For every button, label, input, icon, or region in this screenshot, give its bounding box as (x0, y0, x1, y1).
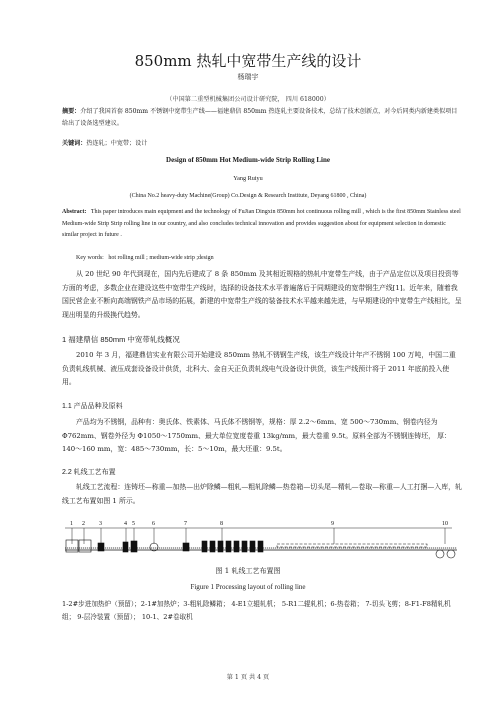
fig-label-4: 4 (124, 521, 127, 527)
section-1-heading: 1 福建鼎信 850mm 中宽带轧线概况 (62, 335, 180, 344)
fig-label-9: 9 (331, 521, 334, 527)
abstract-en (62, 207, 462, 242)
abstract-en-text: This paper introduces main equipment and the technology of FuJian Dingxin 850mm hot continuous rolling mill , which is the first 850mm Stainless steel Medium-wide Strip Strip rolling line in our country, and also concludes technical innovation and provides suggestion about for equipment selection in domestic similar project in future . (62, 209, 461, 238)
section-1-1-paragraph: 产品均为不锈钢，品种有：奥氏体、铁素体、马氏体不锈钢等，规格：厚 2.2～6mm、宽 500～730mm、钢卷内径为 Φ762mm、钢卷外径为 Φ1050～1750mm、最大单位宽度卷重 13kg/mm，最大卷重 9.5t。原料全部为不锈钢连铸坯， 厚：140～160 mm，宽：485～730mm，长：5～10m，最大坯重：9.5t。 (62, 418, 451, 454)
fig-label-1: 1 (70, 521, 73, 527)
finishing-mill-f2 (210, 541, 215, 552)
fig-label-3: 3 (99, 521, 102, 527)
finishing-mill-f8 (258, 541, 263, 552)
keywords-en-label: Key words: (76, 255, 104, 261)
abstract-cn (62, 106, 462, 130)
equipment (66, 540, 455, 558)
finishing-mill-f6 (242, 541, 247, 552)
fig-label-10: 10 (442, 521, 448, 527)
figure-caption-en: Figure 1 Processing layout of rolling line (190, 583, 306, 591)
section-2-2-heading: 2.2 轧线工艺布置 (62, 469, 116, 476)
affiliation-en: (China No.2 heavy-duty Machine(Group) Co.Design & Research Institute, Deyang 61800 , China) (129, 193, 367, 199)
author-en: Yang Ruiyu (233, 175, 263, 182)
fig-label-7: 7 (184, 521, 187, 527)
page-footer: 第 1 页 共 4 页 (226, 674, 270, 681)
abstract-cn-text: 介绍了我国首套 850mm 不锈钢中宽带生产线——福建鼎信 850mm 热连轧主要设备技术，总结了技术创新点，对今后同类内新建类似项目给出了设备选型建议。 (62, 108, 458, 127)
downcoiler-1 (436, 550, 444, 558)
r1-mill (131, 541, 137, 552)
laminar-cooling (277, 544, 427, 547)
section-1-1-heading: 1.1 产品品种及原料 (62, 403, 123, 410)
crop-shear (183, 543, 189, 551)
fig-label-8: 8 (220, 521, 223, 527)
finishing-mill-f7 (250, 541, 255, 552)
finishing-mill-f4 (226, 541, 231, 552)
e1-edger (123, 542, 128, 552)
finishing-mill-f1 (202, 541, 207, 552)
abstract-en-label: Abstract: (62, 209, 87, 215)
paper-title: 850mm 热轧中宽带生产线的设计 (134, 52, 362, 70)
finishing-mill-f5 (234, 541, 239, 552)
figure-caption-cn: 图 1 轧线工艺布置图 (215, 567, 281, 575)
author: 杨瑞宇 (237, 73, 259, 81)
paper-title-en: Design of 850mm Hot Medium-wide Strip Rolling Line (166, 156, 330, 164)
figure-number-labels (70, 521, 448, 527)
keywords-cn (62, 138, 462, 150)
downcoiler-2 (447, 550, 455, 558)
fig-label-5: 5 (132, 521, 135, 527)
keywords-en-text: hot rolling mill ; medium-wide strip ;design (108, 255, 214, 261)
affiliation: （中国第二重型机械集团公司设计研究院， 四川 618000） (166, 96, 330, 103)
intro-paragraph: 从 20 世纪 90 年代到现在，国内先后建成了 8 条 850mm 及其相近规格的热轧中宽带生产线，由于产品定位以及项目投资等方面的考虑，多数企业在建设这些中宽带生产线时，选择的设备技术水平普遍落后于同期建设的宽带钢生产线[1]。近年来，随着我国民营企业不断向高端钢铁产品市场的拓展，新建的中宽带生产线的装备技术水平越来越先进，与早期建设的中宽带生产线相比，呈现出明显的升级换代趋势。 (62, 270, 462, 319)
fig-label-6: 6 (152, 521, 155, 527)
section-2-2-paragraph: 轧线工艺流程：连铸坯—称重—加热—出炉除鳞—粗轧—粗轧除鳞—热卷箱—切头尾—精轧—卷取—称重—人工打捆—入库，轧线工艺布置如图 1 所示。 (62, 483, 462, 505)
abstract-cn-label: 摘要： (62, 108, 81, 115)
keywords-cn-text: 热连轧；中宽带；设计 (86, 140, 148, 147)
fig-label-2: 2 (82, 521, 85, 527)
section-1-paragraph: 2010 年 3 月，福建鼎信实业有限公司开始建设 850mm 热轧不锈钢生产线，该生产线设计年产不锈钢 100 万吨，中国二重负责轧线机械、液压成套设备设计供货，北科大、金自天正负责轧线电气设备设计供货，该生产线预计将于 2011 年底前投入使用。 (62, 351, 456, 387)
descaling-box (98, 543, 104, 551)
keywords-cn-label: 关键词： (62, 140, 87, 147)
keywords-en (62, 253, 462, 265)
finishing-mill-f3 (218, 541, 223, 552)
rolling-line-layout-figure (62, 518, 462, 562)
figure-legend: 1-2#步进加热炉（预留）；2-1#加热炉；3-粗轧除鳞箱； 4-E1立辊轧机； 5-R1二辊轧机；6-热卷箱； 7-切头飞剪；8-F1-F8精轧机组； 9-层冷装置（预留）； 10-1、2#卷取机 (62, 600, 451, 621)
